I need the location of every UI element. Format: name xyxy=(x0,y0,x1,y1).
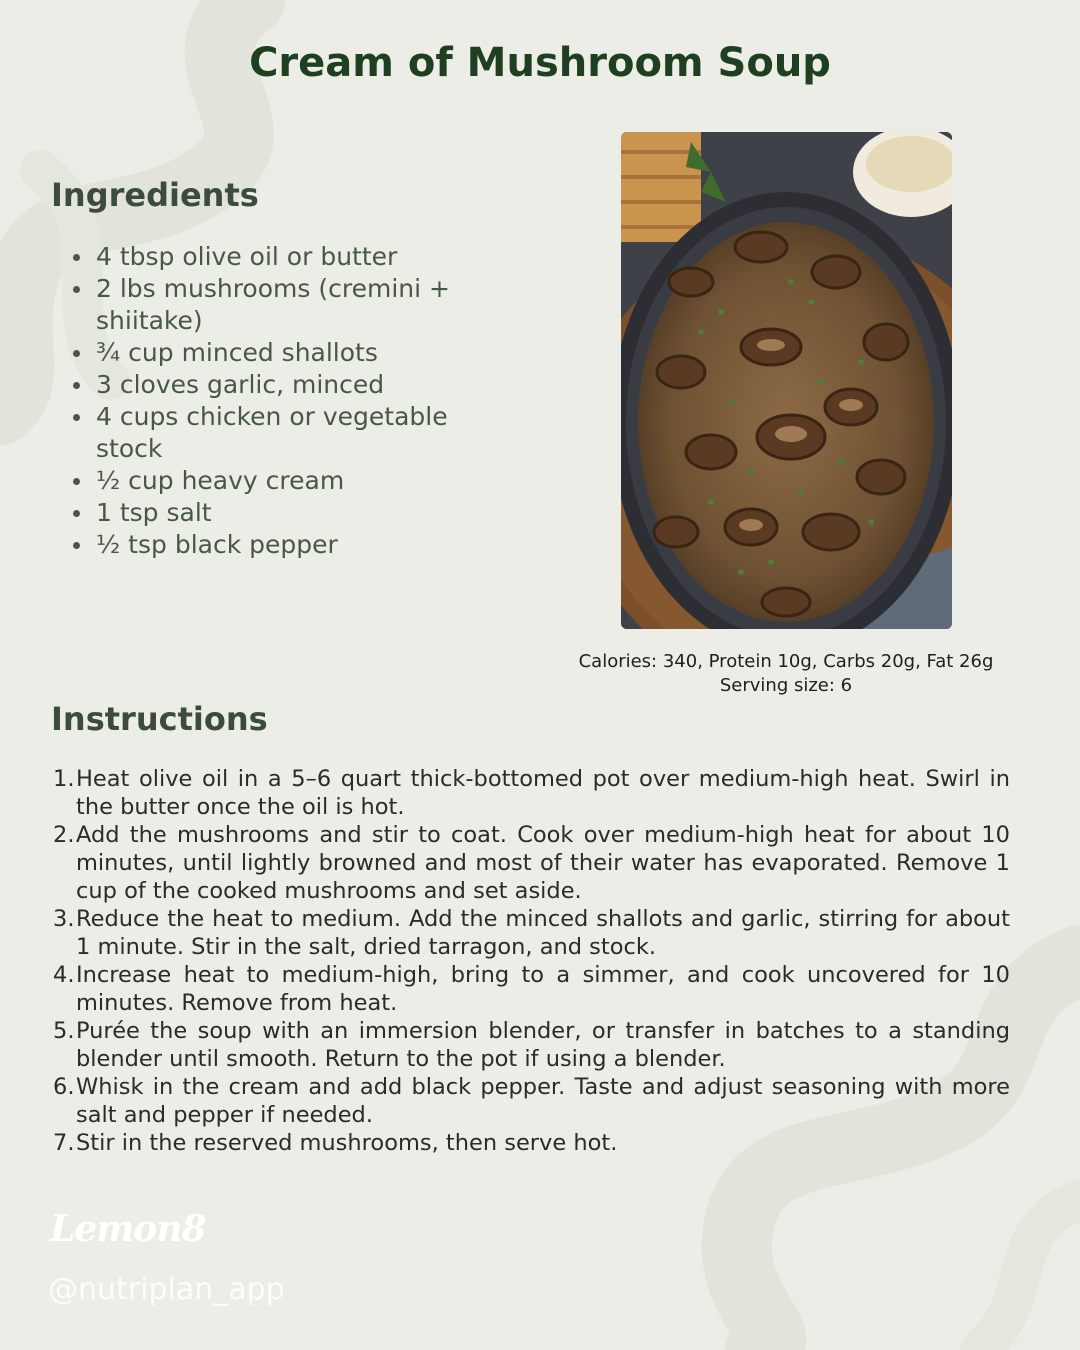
author-handle: @nutriplan_app xyxy=(48,1272,285,1307)
step-number: 4. xyxy=(53,962,75,988)
instructions-heading: Instructions xyxy=(51,700,268,738)
step-text: Increase heat to medium-high, bring to a simmer, and cook uncovered for 10 minutes. Remove from heat. xyxy=(76,962,1010,1016)
nutrition-macros: Calories: 340, Protein 10g, Carbs 20g, Fat 26g xyxy=(578,651,994,672)
soup-illustration xyxy=(621,132,952,629)
ingredient-item: 2 lbs mushrooms (cremini + shiitake) xyxy=(96,273,506,337)
ingredient-item: 4 tbsp olive oil or butter xyxy=(96,241,506,273)
step-text: Stir in the reserved mushrooms, then serve hot. xyxy=(76,1130,618,1156)
ingredient-item: ½ tsp black pepper xyxy=(96,529,506,561)
step-text: Whisk in the cream and add black pepper. Taste and adjust seasoning with more salt and pepper if needed. xyxy=(76,1074,1010,1128)
ingredient-item: 1 tsp salt xyxy=(96,497,506,529)
step-number: 1. xyxy=(53,766,75,792)
step-number: 3. xyxy=(53,906,75,932)
instruction-step xyxy=(48,961,1010,1017)
instructions-list xyxy=(48,765,1010,1157)
ingredient-item: ¾ cup minced shallots xyxy=(96,337,506,369)
step-text: Reduce the heat to medium. Add the minced shallots and garlic, stirring for about 1 minute. Stir in the salt, dried tarragon, and stock. xyxy=(76,906,1010,960)
step-number: 6. xyxy=(53,1074,75,1100)
instruction-step xyxy=(48,765,1010,821)
mushroom-soup-photo xyxy=(621,132,952,629)
instruction-step xyxy=(48,821,1010,905)
step-number: 2. xyxy=(53,822,75,848)
ingredient-item: 4 cups chicken or vegetable stock xyxy=(96,401,506,465)
page-title: Cream of Mushroom Soup xyxy=(249,40,831,86)
step-text: Add the mushrooms and stir to coat. Cook over medium-high heat for about 10 minutes, until lightly browned and most of their water has evaporated. Remove 1 cup of the cooked mushrooms and set aside. xyxy=(76,822,1010,904)
lemon8-logo: Lemon8 xyxy=(50,1208,206,1250)
instruction-step xyxy=(48,1129,1010,1157)
ingredients-list xyxy=(96,241,506,561)
step-number: 5. xyxy=(53,1018,75,1044)
instruction-step xyxy=(48,1017,1010,1073)
instruction-step xyxy=(48,1073,1010,1129)
ingredient-item: 3 cloves garlic, minced xyxy=(96,369,506,401)
nutrition-info xyxy=(560,650,1012,698)
serving-size: Serving size: 6 xyxy=(719,675,853,696)
step-number: 7. xyxy=(53,1130,75,1156)
step-text: Heat olive oil in a 5–6 quart thick-bottomed pot over medium-high heat. Swirl in the butter once the oil is hot. xyxy=(76,766,1010,820)
step-text: Purée the soup with an immersion blender, or transfer in batches to a standing blender until smooth. Return to the pot if using a blender. xyxy=(76,1018,1010,1072)
instruction-step xyxy=(48,905,1010,961)
ingredient-item: ½ cup heavy cream xyxy=(96,465,506,497)
ingredients-heading: Ingredients xyxy=(51,176,259,214)
